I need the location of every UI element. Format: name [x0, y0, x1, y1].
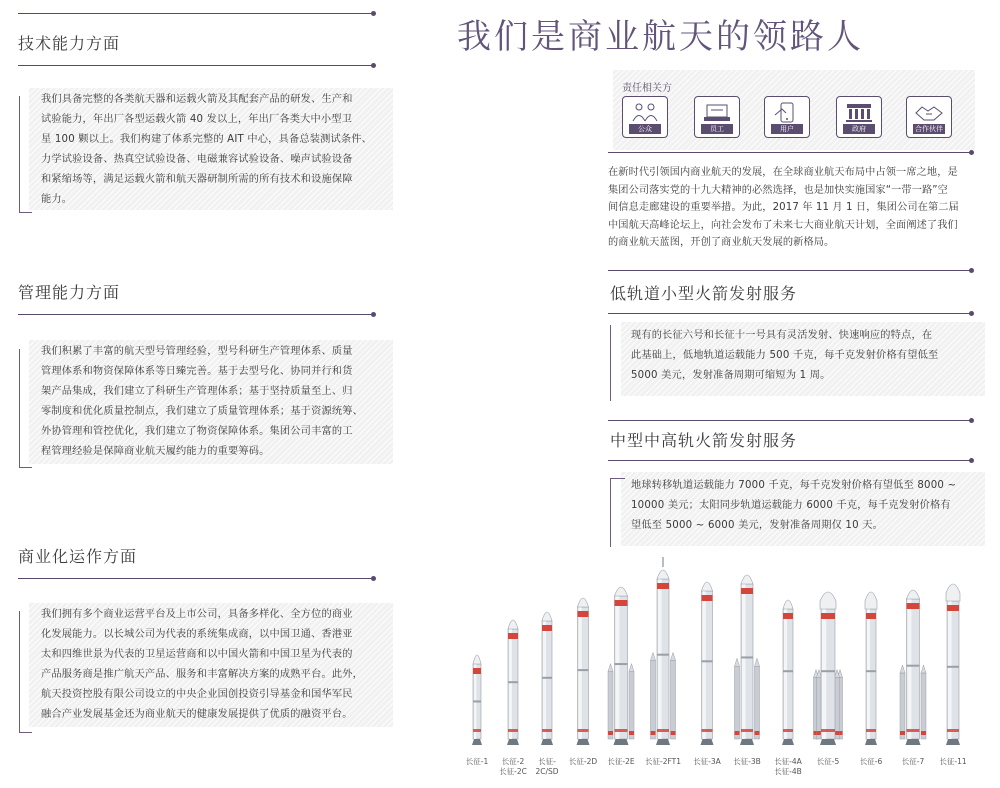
text-line: 程管理经验是保障商业航天履约能力的重要筹码。 — [41, 446, 270, 457]
stakeholder-item — [829, 96, 889, 138]
user-icon — [764, 96, 810, 138]
rocket-label: 长征-5 — [816, 757, 840, 766]
text-line: 集团公司落实党的十九大精神的必然选择，也是加快实施国家“一带一路”空 — [608, 184, 948, 196]
text-line: 现有的长征六号和长征十一号具有灵活发射、快速响应的特点，在 — [631, 330, 933, 341]
text-line: 能力。 — [41, 194, 73, 205]
stakeholder-item — [899, 96, 959, 138]
page-title: 我们是商业航天的领路人 — [457, 17, 864, 57]
employee-icon — [694, 96, 740, 138]
text-line: 地球转移轨道运载能力 7000 千克，每千克发射价格有望低至 8000 ~ — [631, 480, 957, 491]
text-line: 力学试验设备、热真空试验设备、电磁兼容试验设备、噪声试验设备 — [41, 154, 353, 165]
stakeholder-label: 员工 — [701, 124, 733, 134]
stakeholder-title: 责任相关方 — [622, 83, 672, 94]
rocket-label: 长征-2D — [568, 757, 598, 766]
text-line: 我们积累了丰富的航天型号管理经验，型号科研生产管理体系、质量 — [41, 346, 353, 357]
rocket-label: 长征-3B — [733, 757, 761, 766]
rocket — [946, 584, 960, 745]
text-line: 太和四维世景为代表的卫星运营商和以中国火箭和中国卫星为代表的 — [41, 649, 353, 660]
text-line: 零制度和优化质量控制点，我们建立了质量管理体系；基于资源统筹、 — [41, 406, 364, 417]
rocket — [735, 575, 760, 745]
divider-line — [608, 152, 971, 153]
rocket — [900, 590, 926, 745]
rocket-label: 长征-3A — [693, 757, 721, 766]
rocket-label: 长征- 2C/SD — [535, 757, 559, 776]
rocket — [701, 582, 714, 745]
bracket-decor — [19, 349, 32, 468]
text-line: 5000 美元，发射准备周期可缩短为 1 周。 — [631, 370, 831, 381]
divider-line — [608, 313, 971, 314]
stakeholder-item — [615, 96, 675, 138]
leo-paragraph — [631, 326, 985, 386]
rocket — [577, 598, 590, 745]
meo-paragraph — [631, 476, 985, 536]
meo-text-box — [621, 472, 985, 546]
bracket-decor — [610, 478, 625, 547]
text-line: 我们拥有多个商业运营平台及上市公司，具备多样化、全方位的商业 — [41, 609, 353, 620]
rocket-family-illustration — [455, 555, 995, 755]
rocket — [608, 587, 634, 745]
divider-line — [18, 314, 373, 315]
rocket — [541, 612, 553, 745]
stakeholder-label: 政府 — [843, 124, 875, 134]
comm-paragraph — [41, 605, 393, 725]
text-line: 间信息走廊建设的重要举措。为此，2017 年 11 月 1 日，集团公司在第二届 — [608, 202, 959, 213]
text-line: 10000 美元；太阳同步轨道运载能力 6000 千克，每千克发射价格有 — [631, 500, 951, 511]
section-title-mgmt: 管理能力方面 — [18, 283, 121, 302]
rocket-label: 长征-2FT1 — [644, 757, 681, 766]
text-line: 航天投资控股有限公司设立的中央企业国创投资引导基金和国华军民 — [41, 689, 353, 700]
rocket — [782, 600, 794, 745]
government-icon — [836, 96, 882, 138]
rocket-label: 长征-6 — [859, 757, 883, 766]
rocket — [814, 592, 843, 745]
divider-line — [18, 65, 373, 66]
section-title-leo: 低轨道小型火箭发射服务 — [610, 284, 798, 303]
text-line: 此基础上，低地轨道运载能力 500 千克，每千克发射价格有望低至 — [631, 350, 939, 361]
divider-line — [18, 13, 373, 14]
stakeholder-label: 合作伙伴 — [915, 125, 943, 133]
rocket — [472, 655, 482, 745]
rocket-label: 长征-11 — [939, 757, 967, 766]
text-line: 我们具备完整的各类航天器和运载火箭及其配套产品的研发、生产和 — [41, 94, 353, 105]
rocket-label: 长征-4A 长征-4B — [774, 757, 802, 776]
rocket-label: 长征-2E — [607, 757, 635, 766]
bracket-decor — [19, 96, 32, 213]
text-line: 和紧缩场等，满足运载火箭和航天器研制所需的所有技术和设施保障 — [41, 174, 353, 185]
text-line: 中国航天高峰论坛上，向社会发布了未来七大商业航天计划，全面阐述了我们 — [608, 219, 958, 231]
bracket-decor — [19, 611, 32, 733]
text-line: 在新时代引领国内商业航天的发展，在全球商业航天布局中占领一席之地，是 — [608, 167, 958, 178]
comm-text-box — [29, 603, 393, 727]
intro-paragraph — [608, 164, 980, 252]
text-line: 产品服务商是推广航天产品、服务和丰富解决方案的成熟平台。此外， — [41, 669, 364, 680]
rocket — [651, 557, 676, 745]
text-line: 架产品集成，我们建立了科研生产管理体系；基于坚持质量至上、归 — [41, 386, 353, 397]
text-line: 外协管理和管控优化，我们建立了物资保障体系。集团公司丰富的工 — [41, 426, 353, 437]
section-title-comm: 商业化运作方面 — [18, 547, 138, 566]
divider-line — [608, 420, 971, 421]
rocket-label: 长征-2 长征-2C — [499, 757, 527, 776]
text-line: 星 100 颗以上。我们构建了体系完整的 AIT 中心，具备总装测试条件、 — [41, 134, 373, 145]
text-line: 的商业航天蓝图，开创了商业航天发展的新格局。 — [608, 237, 835, 248]
rocket — [507, 620, 519, 745]
mgmt-paragraph — [41, 342, 393, 462]
text-line: 管理体系和物资保障体系等日臻完善。基于去型号化、协同并行和货 — [41, 366, 353, 377]
text-line: 化发展能力。以长城公司为代表的系统集成商，以中国卫通、香港亚 — [41, 629, 353, 640]
rocket — [865, 592, 877, 745]
text-line: 望低至 5000 ~ 6000 美元，发射准备周期仅 10 天。 — [631, 520, 883, 531]
stakeholder-item — [757, 96, 817, 138]
text-line: 试验能力，年出厂各型运载火箭 40 发以上，年出厂各类大中小型卫 — [41, 114, 353, 125]
rocket-label: 长征-1 — [465, 757, 489, 766]
public-icon — [622, 96, 668, 138]
stakeholder-label: 公众 — [629, 124, 661, 134]
leo-text-box — [621, 322, 985, 396]
section-title-tech: 技术能力方面 — [18, 34, 121, 53]
tech-paragraph — [41, 90, 393, 210]
section-title-meo: 中型中高轨火箭发射服务 — [610, 431, 798, 450]
partner-icon — [906, 96, 952, 138]
divider-line — [608, 460, 971, 461]
text-line: 融合产业发展基金还为商业航天的健康发展提供了优质的融资平台。 — [41, 709, 353, 720]
stakeholder-label: 用户 — [771, 124, 803, 134]
stakeholder-item — [687, 96, 747, 138]
divider-line — [18, 578, 373, 579]
rocket-label: 长征-7 — [901, 757, 925, 766]
bracket-decor — [610, 325, 625, 401]
tech-text-box — [29, 88, 393, 210]
mgmt-text-box — [29, 340, 393, 464]
divider-line — [608, 270, 971, 271]
